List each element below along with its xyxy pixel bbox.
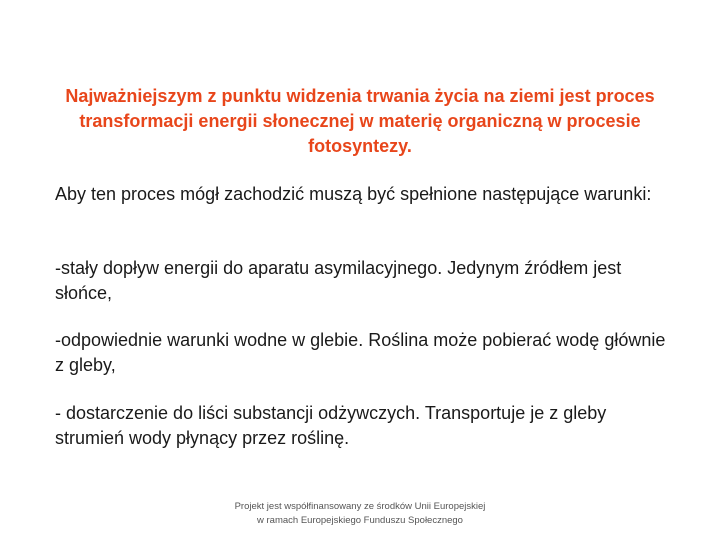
slide-heading: Najważniejszym z punktu widzenia trwania życia na ziemi jest proces transformacji energii słonecznej w materię organiczną w procesie fotosyntezy.	[65, 86, 655, 156]
paragraph-condition-water: -odpowiednie warunki wodne w glebie. Roślina może pobierać wodę głównie z gleby,	[55, 330, 666, 375]
paragraph-condition-nutrients: - dostarczenie do liści substancji odżywczych. Transportuje je z gleby strumień wody płynący przez roślinę.	[55, 403, 607, 448]
footer-line-1: Projekt jest współfinansowany ze środków Unii Europejskiej	[234, 501, 486, 512]
funding-footer	[160, 500, 560, 528]
paragraph-condition-energy: -stały dopływ energii do aparatu asymilacyjnego. Jedynym źródłem jest słońce,	[55, 258, 622, 303]
paragraph-intro: Aby ten proces mógł zachodzić muszą być spełnione następujące warunki:	[55, 184, 652, 204]
footer-line-2: w ramach Europejskiego Funduszu Społecznego	[257, 515, 463, 526]
